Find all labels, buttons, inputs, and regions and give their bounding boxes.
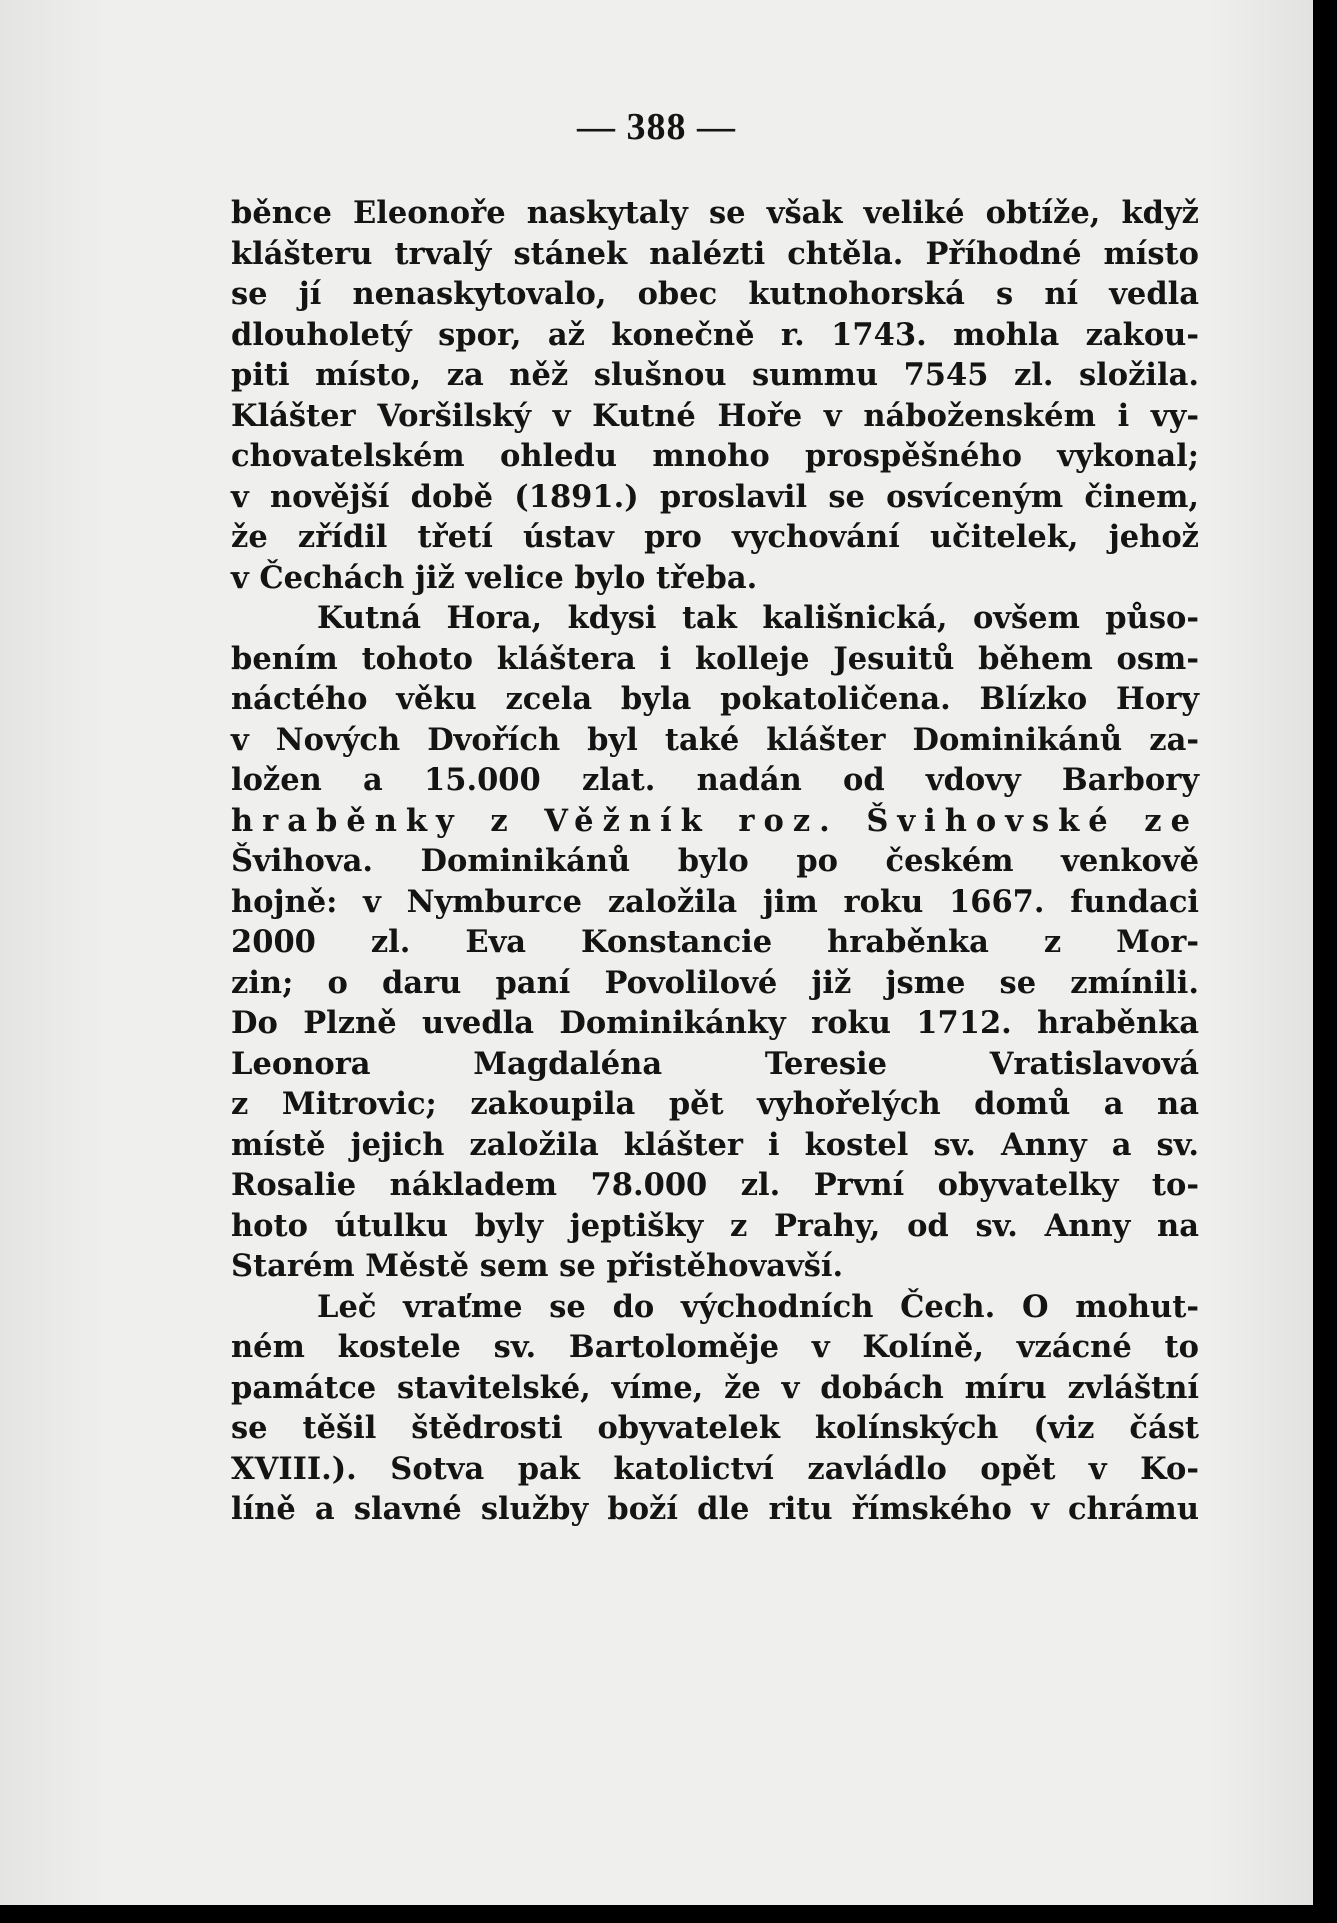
scan-edge-bottom [0, 1905, 1337, 1923]
text-line: že zřídil třetí ústav pro vychování učitelek, jehož [231, 519, 1199, 555]
text-line: líně a slavné služby boží dle ritu římského v chrámu [231, 1491, 1199, 1527]
text-line: ložen a 15.000 zlat. nadán od vdovy Barbory [231, 762, 1199, 798]
text-line: klášteru trvalý stánek nalézti chtěla. Příhodné místo [231, 235, 1199, 272]
text-line: piti místo, za něž slušnou summu 7545 zl. složila. [231, 357, 1199, 393]
text-line: Do Plzně uvedla Dominikánky roku 1712. hraběnka [231, 1005, 1199, 1041]
text-line: hraběnky z Věžník roz. Švihovské ze [231, 802, 1199, 839]
text-line: v Čechách již velice bylo třeba. [231, 559, 758, 596]
text-line: v Nových Dvořích byl také klášter Dominikánů za- [231, 721, 1199, 758]
text-line: XVIII.). Sotva pak katolictví zavládlo opět v Ko- [231, 1450, 1199, 1487]
page-number-header: — 388 — [577, 106, 736, 148]
text-line: Švihova. Dominikánů bylo po českém venkově [231, 843, 1199, 879]
text-line: hoto útulku byly jeptišky z Prahy, od sv. Anny na [231, 1207, 1199, 1244]
text-line: památce stavitelské, víme, že v dobách míru zvláštní [231, 1369, 1199, 1406]
text-line: Kutná Hora, kdysi tak kališnická, ovšem půso- [317, 600, 1199, 636]
body-text [231, 193, 1199, 1530]
text-line: Leč vraťme se do východních Čech. O mohut- [317, 1288, 1199, 1325]
text-line: místě jejich založila klášter i kostel sv. Anny a sv. [231, 1126, 1199, 1163]
scan-edge-right [1313, 0, 1337, 1923]
text-line: se těšil štědrosti obyvatelek kolínských (viz část [231, 1410, 1199, 1446]
text-line: dlouholetý spor, až konečně r. 1743. mohla zakou- [231, 316, 1199, 353]
text-line: běnce Eleonoře naskytaly se však veliké obtíže, když [231, 195, 1199, 231]
text-line: hojně: v Nymburce založila jim roku 1667. fundaci [231, 883, 1199, 920]
text-line: Rosalie nákladem 78.000 zl. První obyvatelky to- [231, 1167, 1199, 1203]
text-line: zin; o daru paní Povolilové již jsme se zmínili. [231, 964, 1199, 1001]
text-line: chovatelském ohledu mnoho prospěšného vykonal; [231, 438, 1199, 474]
text-line: v novější době (1891.) proslavil se osvíceným činem, [231, 478, 1199, 515]
text-line: Klášter Voršilský v Kutné Hoře v náboženském i vy- [231, 397, 1199, 434]
text-line: Starém Městě sem se přistěhovavší. [231, 1248, 844, 1284]
text-line: 2000 zl. Eva Konstancie hraběnka z Mor- [231, 924, 1199, 960]
text-line: ném kostele sv. Bartoloměje v Kolíně, vzácné to [231, 1329, 1199, 1365]
text-line: bením tohoto kláštera i kolleje Jesuitů během osm- [231, 640, 1199, 677]
text-line: náctého věku zcela byla pokatoličena. Blízko Hory [231, 681, 1199, 717]
text-line: Leonora Magdaléna Teresie Vratislavová [231, 1045, 1199, 1082]
text-line: z Mitrovic; zakoupila pět vyhořelých domů a na [231, 1086, 1199, 1122]
text-line: se jí nenaskytovalo, obec kutnohorská s ní vedla [231, 276, 1199, 312]
